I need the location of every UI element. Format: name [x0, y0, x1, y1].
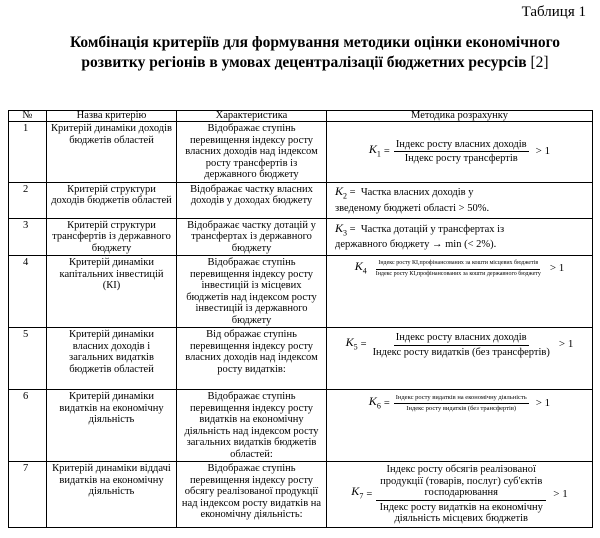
formula-numerator: Індекс росту власних доходів: [394, 139, 529, 153]
criterion-description: Відображає ступінь перевищення індексу росту власних доходів над індексом росту трансфертів із державного бюджету: [177, 122, 327, 183]
coefficient-symbol: $K_5$: [345, 335, 358, 352]
title-reference: [2]: [530, 54, 549, 71]
header-number: №: [9, 111, 47, 122]
equals-sign: =: [360, 339, 367, 351]
criterion-description: Відображає ступінь перевищення індексу росту видатків на економічну діяльність над індексом росту загальних видатків бюджетів областей:: [177, 390, 327, 462]
formula-condition: > 1: [535, 145, 551, 157]
criterion-name: Критерій динаміки видатків на економічну діяльність: [47, 390, 177, 462]
formula-line-1: $K_2$ = Частка власних доходів у: [335, 184, 474, 201]
table-header-row: [9, 111, 593, 122]
calculation-formula: [327, 182, 593, 218]
criterion-name: Критерій динаміки доходів бюджетів областей: [47, 122, 177, 183]
formula-numerator: Індекс росту видатків на економічну діяльність: [394, 394, 529, 404]
formula-condition: > 1: [553, 487, 568, 500]
formula-condition: > 1: [558, 338, 574, 351]
title-text: Комбінація критеріїв для формування методики оцінки економічного розвитку регіонів в умовах децентралізації бюджетних ресурсів: [69, 34, 561, 71]
formula-condition: > 1: [549, 262, 565, 275]
criterion-name: Критерій динаміки власних доходів і загальних видатків бюджетів областей: [47, 328, 177, 390]
calculation-formula: [327, 122, 593, 183]
criterion-name: Критерій динаміки віддачі видатків на економічну діяльність: [47, 462, 177, 528]
formula-line-1: $K_3$ = Частка дотацій у трансфертах із: [335, 221, 505, 238]
table-row: [9, 462, 593, 528]
table-caption-number: Таблиця 1: [521, 4, 586, 20]
formula-numerator: Індекс росту обсягів реалізованої продукції (товарів, послуг) суб'єктів господарювання: [376, 464, 546, 501]
criterion-description: Відображає ступінь перевищення індексу росту обсягу реалізованої продукції над індексом росту видатків на економічну діяльність:: [177, 462, 327, 528]
calculation-formula: [327, 218, 593, 256]
equals-sign: =: [383, 397, 390, 409]
criterion-name: Критерій структури трансфертів із державного бюджету: [47, 218, 177, 256]
header-calculation-method: Методика розрахунку: [327, 111, 593, 122]
criteria-table: [8, 110, 593, 528]
formula-denominator: Індекс росту видатків (без трансфертів): [372, 346, 550, 358]
row-number: 4: [9, 256, 47, 328]
calculation-formula: [327, 328, 593, 390]
calculation-formula: [327, 256, 593, 328]
formula-line-2: державного бюджету → min (< 2%).: [335, 239, 497, 251]
coefficient-symbol: $K_1$: [368, 141, 381, 159]
coefficient-symbol: $K_4$: [354, 259, 367, 276]
row-number: 7: [9, 462, 47, 528]
formula-numerator: Індекс росту КІ,профінансованих за кошти місцевих бюджетів: [376, 260, 540, 270]
header-criterion-name: Назва критерію: [47, 111, 177, 122]
row-number: 2: [9, 182, 47, 218]
table-row: [9, 218, 593, 256]
criterion-description: Від ображає ступінь перевищення індексу росту власних доходів над індексом росту видатків:: [177, 328, 327, 390]
table-row: [9, 122, 593, 183]
row-number: 6: [9, 390, 47, 462]
formula-line-2: зведеному бюджеті області > 50%.: [335, 202, 490, 214]
formula-denominator: Індекс росту видатків на економічну діяльність місцевих бюджетів: [379, 501, 543, 524]
formula-denominator: Індекс росту видатків (без трансфертів): [406, 405, 517, 412]
row-number: 3: [9, 218, 47, 256]
criterion-name: Критерій структури доходів бюджетів областей: [47, 182, 177, 218]
table-row: [9, 256, 593, 328]
equals-sign: =: [366, 488, 373, 500]
formula-denominator: Індекс росту КІ,профінансованих за кошти державного бюджету: [375, 270, 541, 277]
table-row: [9, 328, 593, 390]
criterion-name: Критерій динаміки капітальних інвестицій (КІ): [47, 256, 177, 328]
calculation-formula: [327, 462, 593, 528]
criterion-description: Відображає частку дотацій у трансфертах із державного бюджету: [177, 218, 327, 256]
coefficient-symbol: $K_7$: [351, 484, 364, 501]
table-row: [9, 182, 593, 218]
coefficient-symbol: $K_6$: [368, 393, 381, 410]
calculation-formula: [327, 390, 593, 462]
formula-condition: > 1: [535, 396, 551, 409]
criterion-description: Відображає ступінь перевищення індексу росту інвестицій із місцевих бюджетів над індексом росту інвестицій із державного бюджету: [177, 256, 327, 328]
criterion-description: Відображає частку власних доходів у доходах бюджету: [177, 182, 327, 218]
equals-sign: =: [383, 146, 390, 157]
table-row: [9, 390, 593, 462]
formula-numerator: Індекс росту власних доходів: [394, 332, 529, 346]
header-characteristic: Характеристика: [177, 111, 327, 122]
row-number: 5: [9, 328, 47, 390]
formula-denominator: Індекс росту трансфертів: [404, 153, 518, 165]
row-number: 1: [9, 122, 47, 183]
table-title: [50, 33, 580, 73]
